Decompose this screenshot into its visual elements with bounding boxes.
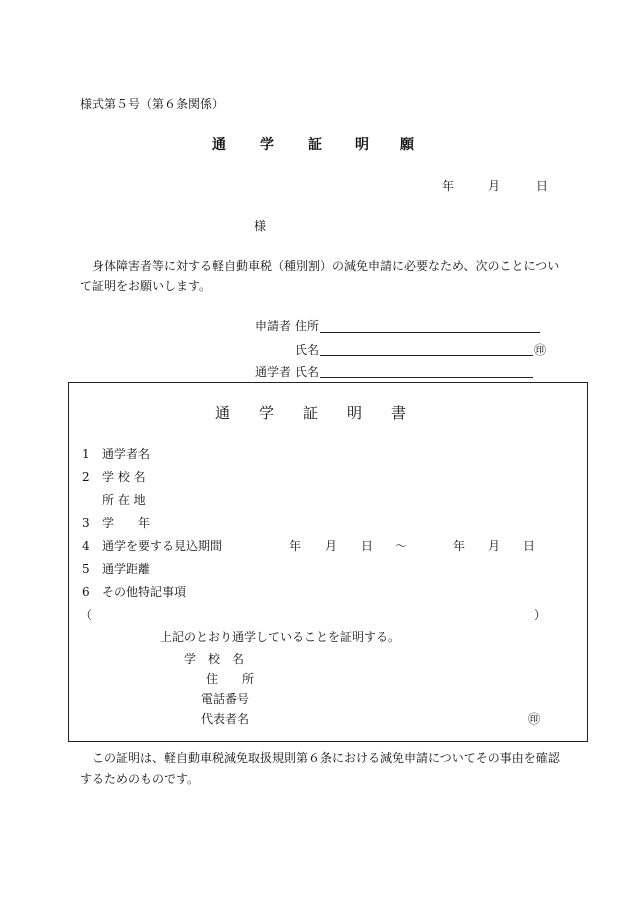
certification-statement: 上記のとおり通学していることを証明する。 [160, 630, 401, 644]
footer-note-line1: この証明は、軽自動車税減免取扱規則第６条における減免申請についてその事由を確認 [92, 751, 560, 765]
addressee-suffix: 様 [254, 219, 267, 233]
period-end-year: 年 [453, 539, 466, 553]
date-month: 月 [488, 179, 501, 193]
footer-note-line2: するためのものです。 [80, 772, 200, 786]
item-label-student-name: 通学者名 [102, 447, 151, 461]
applicant-label: 申請者 [255, 319, 292, 333]
certificate-title-char: 学 [259, 404, 275, 422]
request-title-char: 通 [212, 137, 226, 153]
item-number: 1 [82, 447, 90, 461]
item-label-grade: 学 年 [102, 516, 151, 530]
date-day: 日 [536, 179, 549, 193]
paren-close: ） [534, 608, 547, 622]
item-label-distance: 通学距離 [102, 562, 151, 576]
period-end-month: 月 [488, 539, 501, 553]
item-number: 4 [82, 539, 90, 553]
item-label-other: その他特記事項 [102, 585, 187, 599]
item-label-location: 所 在 地 [102, 493, 146, 507]
date-year: 年 [442, 179, 455, 193]
request-title-char: 願 [400, 137, 414, 153]
certificate-title-char: 書 [391, 404, 407, 422]
seal-mark: ㊞ [534, 343, 547, 357]
applicant-address-line[interactable] [320, 332, 540, 333]
phone-label: 電話番号 [201, 692, 250, 706]
applicant-name-line[interactable] [320, 355, 533, 356]
item-number: 6 [82, 585, 90, 599]
request-body-line2: て証明をお願いします。 [80, 279, 212, 293]
period-start-month: 月 [325, 539, 338, 553]
period-start-day: 日 [361, 539, 374, 553]
certificate-title-char: 通 [215, 404, 231, 422]
seal-mark: ㊞ [528, 712, 541, 726]
student-name-line[interactable] [320, 377, 533, 378]
request-body-line1: 身体障害者等に対する軽自動車税（種別割）の減免申請に必要なため、次のことについ [92, 259, 560, 273]
student-name-label: 氏名 [295, 365, 320, 379]
period-tilde: ～ [395, 539, 408, 553]
item-number: 2 [82, 470, 90, 484]
paren-open: （ [80, 608, 93, 622]
applicant-name-label: 氏名 [295, 343, 320, 357]
period-start-year: 年 [289, 539, 302, 553]
item-number: 5 [82, 562, 90, 576]
applicant-address-label: 住所 [295, 319, 320, 333]
school-address-label: 住 所 [206, 672, 255, 686]
certificate-title-char: 証 [303, 404, 319, 422]
item-number: 3 [82, 516, 90, 530]
request-title-char: 学 [260, 137, 274, 153]
certificate-title-char: 明 [347, 404, 363, 422]
form-number: 様式第５号（第６条関係） [80, 97, 225, 111]
item-label-period: 通学を要する見込期間 [102, 539, 223, 553]
representative-label: 代表者名 [201, 712, 250, 726]
student-label: 通学者 [255, 365, 292, 379]
request-title-char: 明 [355, 137, 369, 153]
request-title-char: 証 [308, 137, 322, 153]
item-label-school-name: 学 校 名 [102, 470, 146, 484]
school-name-label: 学 校 名 [184, 652, 245, 666]
period-end-day: 日 [523, 539, 536, 553]
